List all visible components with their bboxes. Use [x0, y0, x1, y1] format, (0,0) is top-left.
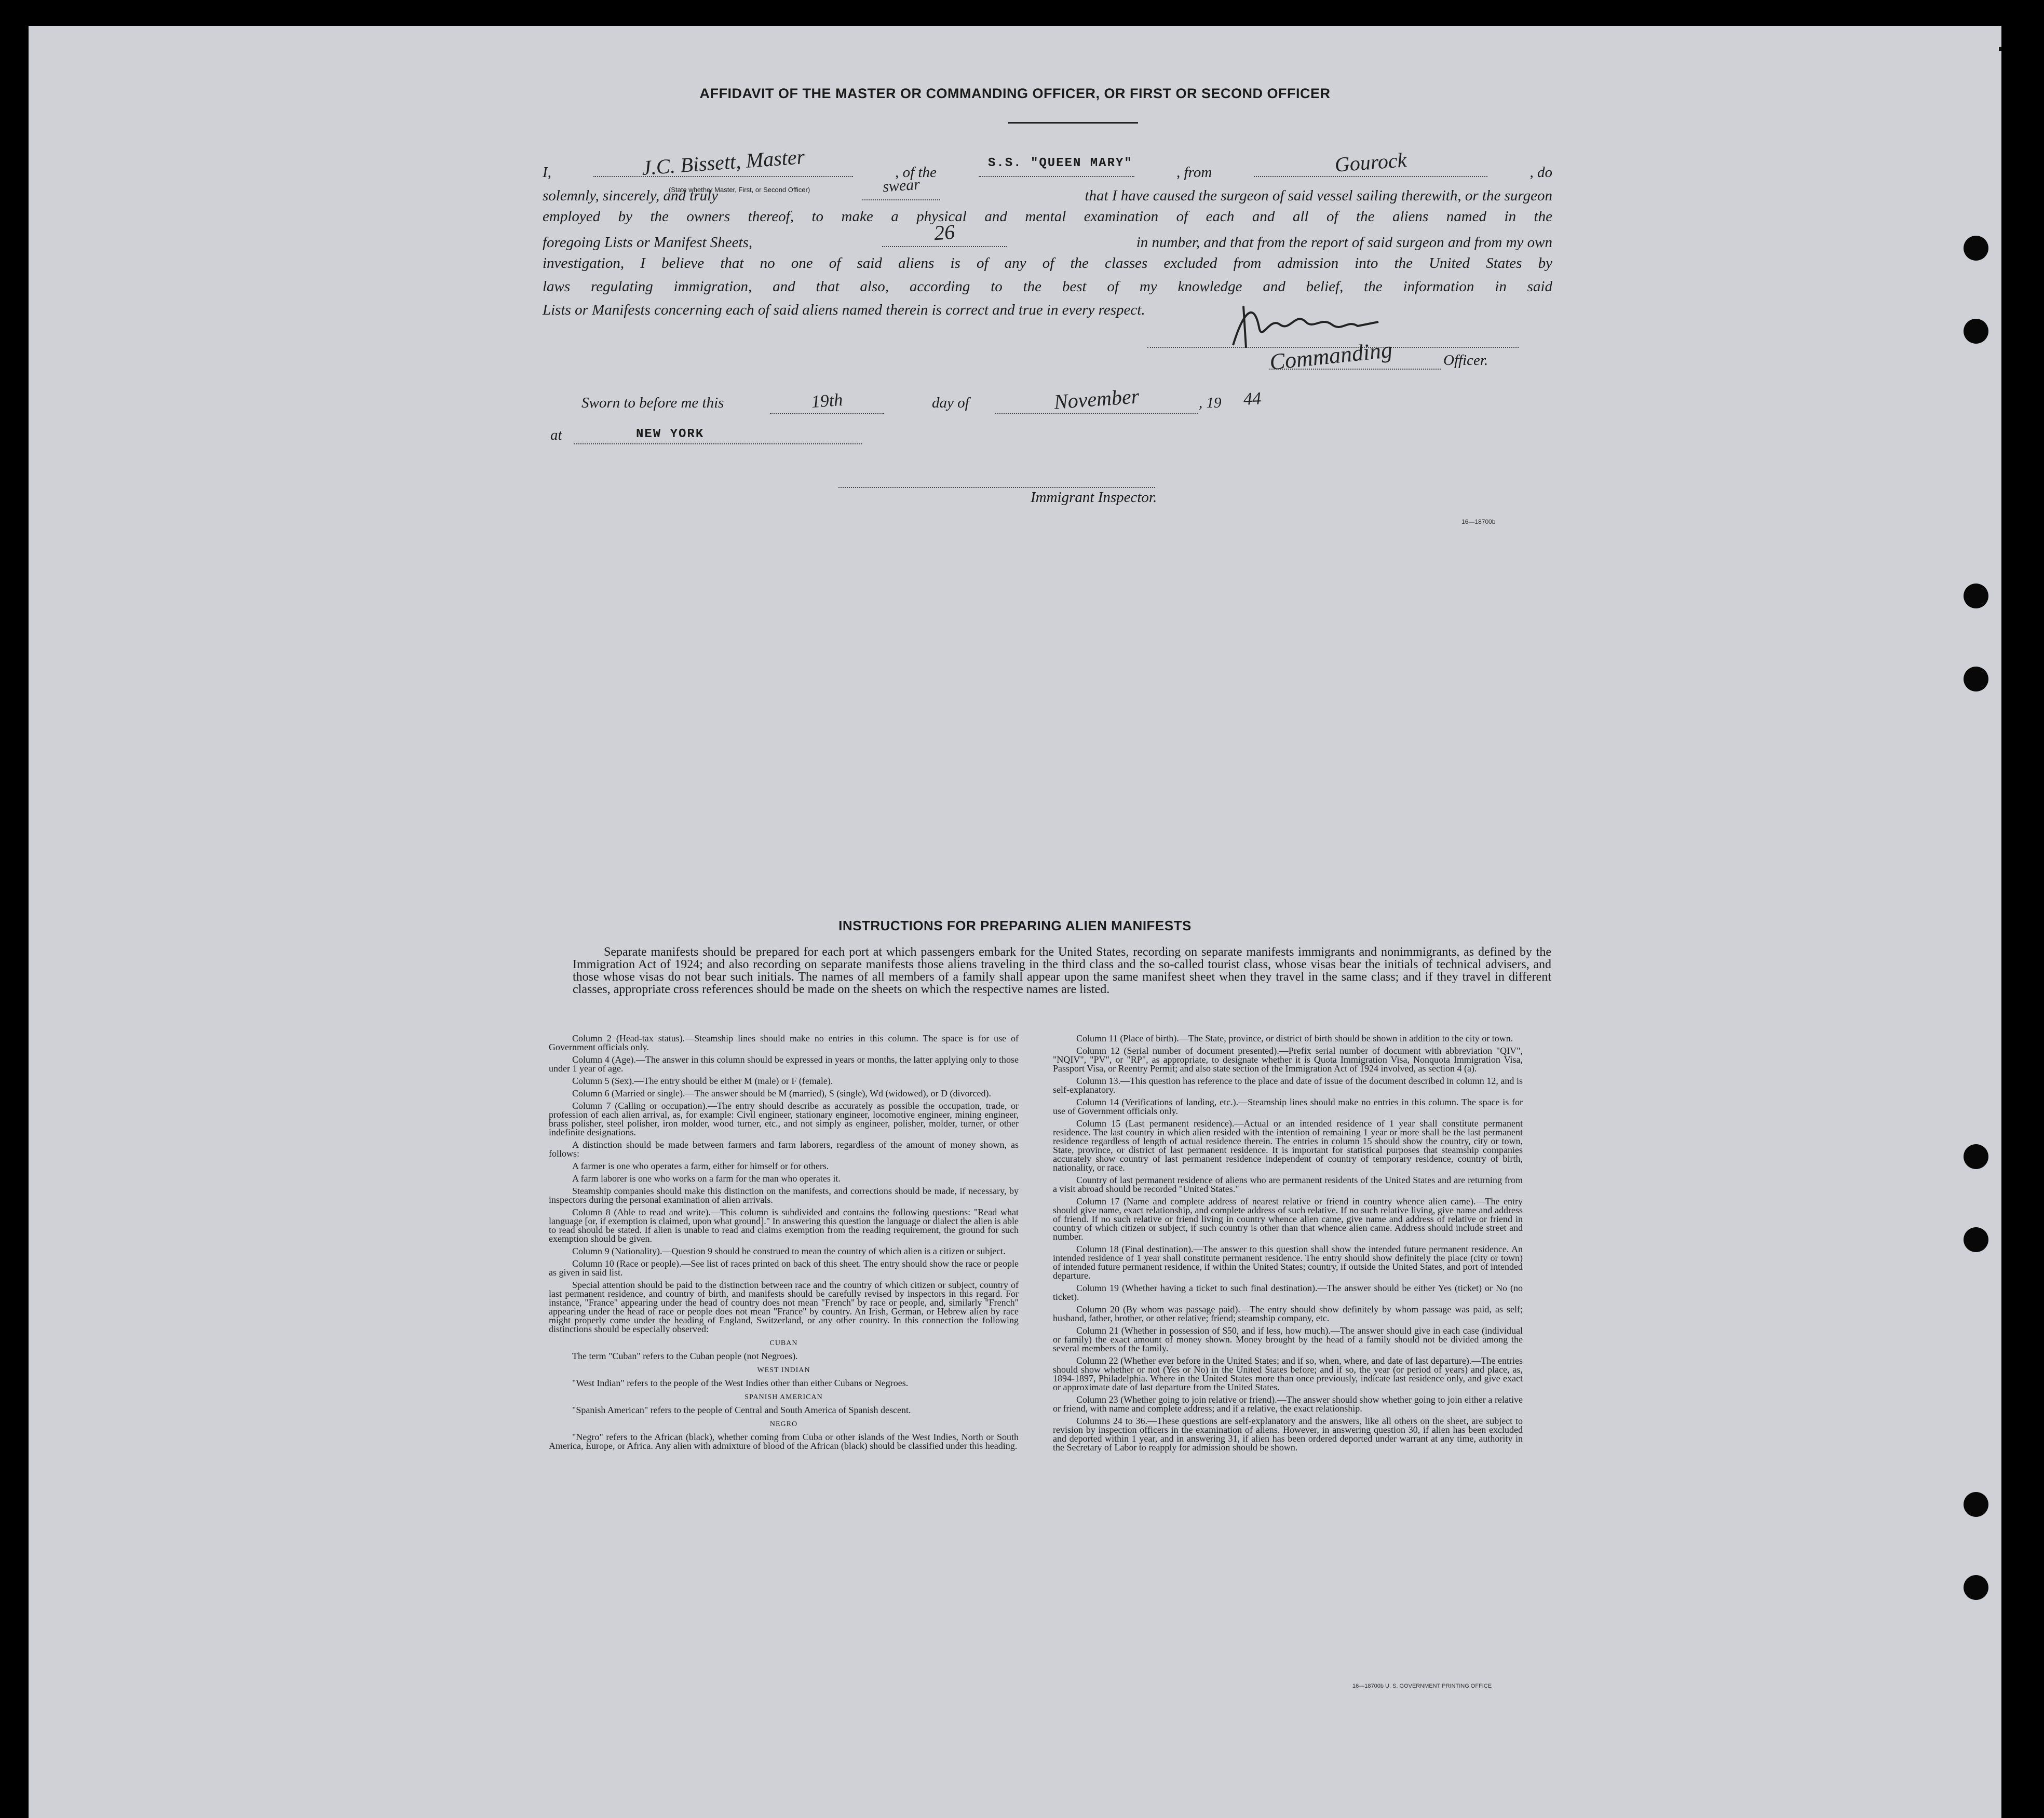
officer-title-line [1269, 369, 1441, 370]
binder-hole [1964, 667, 1988, 691]
oath-tail: that I have caused the surgeon of said vessel sailing therewith, or the surgeon [1085, 187, 1552, 204]
officer-name-field[interactable] [593, 145, 853, 194]
binder-hole [1964, 1492, 1988, 1517]
inspector-label: Immigrant Inspector. [1031, 489, 1157, 506]
instruction-paragraph: Column 20 (By whom was passage paid).—The entry should show definitely by whom passage was paid, as self; husband, father, brother, or other relative; friend; steamship company, etc. [1053, 1304, 1523, 1323]
instruction-paragraph: Column 18 (Final destination).—The answer to this question shall show the intended future permanent residence. An intended residence of 1 year shall constitute permanent residence. The entry should show definitely the place (city or town) of intended future permanent residence, if within the United States; country, if outside the United States, and port of intended departure. [1053, 1244, 1523, 1281]
instruction-paragraph: Column 19 (Whether having a ticket to such final destination).—The answer should be either Yes (ticket) or No (no ticket). [1053, 1283, 1523, 1302]
instruction-paragraph: Column 8 (Able to read and write).—This column is subdivided and contains the following questions: "Read what language [or, if exemption is claimed, upon what ground]." In answering this question the language or dialect the alien is able to read should be stated. If alien is unable to read and claims exemption from the reading requirement, the ground for such exemption should be given. [549, 1207, 1019, 1244]
affidavit-line-2 [543, 175, 1552, 205]
section-heading: NEGRO [769, 1420, 798, 1428]
title-divider [1008, 122, 1138, 124]
instructions-left-column [549, 1034, 1019, 1454]
sheet-count-handwriting: 26 [933, 220, 956, 245]
instruction-paragraph: Country of last permanent residence of aliens who are permanent residents of the United States and are returning from a visit abroad should be recorded "United States." [1053, 1175, 1523, 1194]
of-the-label: , of the [895, 164, 937, 181]
year-prefix: , 19 [1199, 395, 1222, 411]
sworn-label: Sworn to before me this [581, 395, 724, 411]
do-label: , do [1529, 164, 1552, 181]
sheet-count-field[interactable] [882, 220, 1007, 247]
affidavit-title: AFFIDAVIT OF THE MASTER OR COMMANDING OFFICER, OR FIRST OR SECOND OFFICER [699, 86, 1331, 101]
instruction-paragraph: Special attention should be paid to the distinction between race and the country of which citizen or subject, country of last permanent residence, and country of birth, and manifests should be carefully revised by inspectors in this regard. For instance, "France" appearing under the head of country does not mean "French" by race or people, and, similarly "French" appearing under the head of race or people does not mean "France" by country. An Irish, German, or Hebrew alien by race might properly come under the heading of England, Switzerland, or any other country. In this connection the following distinctions should be especially observed: [549, 1280, 1019, 1334]
from-label: , from [1176, 164, 1212, 181]
oath-lead: solemnly, sincerely, and truly [543, 187, 719, 204]
affidavit-line-3: employed by the owners thereof, to make a physical and mental examination of each and all of the aliens named in the [543, 208, 1552, 225]
instruction-paragraph: "Spanish American" refers to the people of Central and South America of Spanish descent. [572, 1405, 911, 1415]
place-name: NEW YORK [636, 427, 705, 441]
binder-hole [1964, 1227, 1988, 1252]
affidavit-line-7: Lists or Manifests concerning each of said aliens named therein is correct and true in every respect. [543, 302, 1145, 318]
instruction-paragraph: Column 4 (Age).—The answer in this column should be expressed in years or months, the latter applying only to those under 1 year of age. [549, 1054, 1019, 1074]
instruction-paragraph: A farmer is one who operates a farm, either for himself or for others. [572, 1161, 829, 1171]
instruction-paragraph: Column 17 (Name and complete address of nearest relative or friend in country whence alien came).—The entry should give name, exact relationship, and complete address of such relative. If no such relative living, give name and address of friend. If no such relative or friend living in country whence alien came, give name and address of relative or friend in country of which citizen or subject, if such country is other than that whence alien came. Address should include street and number. [1053, 1196, 1523, 1242]
at-label: at [550, 427, 562, 443]
officer-label: Officer. [1443, 352, 1488, 369]
binder-hole [1964, 1575, 1988, 1600]
affidavit-line-6: laws regulating immigration, and that also, according to the best of my knowledge and belief, the information in said [543, 278, 1552, 295]
instruction-paragraph: Column 6 (Married or single).—The answer should be M (married), S (single), Wd (widowed), or D (divorced). [572, 1088, 991, 1098]
section-heading: WEST INDIAN [757, 1366, 810, 1374]
affidavit-line-4 [543, 220, 1552, 252]
binder-hole [1964, 1144, 1988, 1169]
year-handwriting: 44 [1243, 389, 1262, 409]
manifest-page [29, 26, 2001, 1818]
instruction-paragraph: A farm laborer is one who works on a farm for the man who operates it. [572, 1173, 841, 1184]
section-heading: CUBAN [769, 1339, 798, 1347]
binder-hole [1964, 236, 1988, 261]
instruction-paragraph: Column 14 (Verifications of landing, etc.).—Steamship lines should make no entries in this column. The space is for use of Government officials only. [1053, 1097, 1523, 1116]
binder-hole [1964, 584, 1988, 608]
instruction-paragraph: Column 7 (Calling or occupation).—The entry should describe as accurately as possible the occupation, trade, or profession of each alien arrival, as, for example: Civil engineer, stationary engineer, locomotive engineer, mining engineer, brass polisher, steel polisher, iron molder, wood turner, etc., and not simply as engineer, polisher, molder, turner, or other indefinite designations. [549, 1101, 1019, 1137]
instruction-paragraph: Column 5 (Sex).—The entry should be either M (male) or F (female). [572, 1076, 833, 1086]
binder-hole [1964, 319, 1988, 344]
instruction-paragraph: Column 21 (Whether in possession of $50, and if less, how much).—The answer should give in each case (individual or family) the exact amount of money shown. Money brought by the head of a family should not be divided among the several members of the family. [1053, 1325, 1523, 1353]
day-of-label: day of [932, 395, 969, 411]
instruction-paragraph: Column 9 (Nationality).—Question 9 should be construed to mean the country of which alien is a citizen or subject. [572, 1246, 1006, 1256]
vessel-field[interactable] [979, 158, 1134, 177]
instruction-paragraph: "Negro" refers to the African (black), whether coming from Cuba or other islands of the West Indies, North or South America, Europe, or Africa. Any alien with admixture of blood of the African (black) should be classified under this heading. [549, 1432, 1019, 1451]
instruction-paragraph: Column 15 (Last permanent residence).—Actual or an intended residence of 1 year shall constitute permanent residence. The last country in which alien resided with the intention of remaining 1 year or more shall be the last permanent residence regardless of length of actual residence therein. The entries in column 15 should show the country, city or town, State, province, or district of last permanent residence. It is important for statistical purposes that steamship companies accurately show country of last permanent residence independent of country of temporary residence, country of birth, nationality, or race. [1053, 1118, 1523, 1173]
instruction-paragraph: Column 11 (Place of birth).—The State, province, or district of birth should be shown in addition to the city or town. [1076, 1033, 1513, 1043]
affidavit-body [543, 145, 1552, 335]
printing-office-footer: 16—18700b U. S. GOVERNMENT PRINTING OFFICE [1352, 1683, 1492, 1689]
oath-field[interactable] [862, 175, 940, 200]
form-number: 16—18700b [1461, 518, 1496, 525]
port-field[interactable] [1254, 148, 1487, 177]
month-handwriting: November [1053, 384, 1140, 414]
vessel-name: S.S. "QUEEN MARY" [987, 156, 1133, 170]
sheets-lead: foregoing Lists or Manifest Sheets, [543, 234, 753, 251]
month-field[interactable] [995, 384, 1198, 414]
instruction-paragraph: A distinction should be made between farmers and farm laborers, regardless of the amount of money shown, as follows: [549, 1139, 1019, 1159]
instruction-paragraph: Column 13.—This question has reference to the place and date of issue of the document described in column 12, and is self-explanatory. [1053, 1076, 1523, 1095]
oath-handwriting: swear [882, 175, 921, 196]
commanding-handwriting: Commanding [1268, 336, 1394, 375]
instruction-paragraph: Column 22 (Whether ever before in the United States; and if so, when, where, and date of last departure).—The entries should show whether or not (Yes or No) in the United States before; and if so, the year (or period of years) and place, as, 1894-1897, Philadelphia. Where in the United States more than once previously, indicate last residence only, and give exact or approximate date of last departure from the United States. [1053, 1355, 1523, 1392]
section-heading: SPANISH AMERICAN [744, 1393, 823, 1401]
instruction-paragraph: "West Indian" refers to the people of the West Indies other than either Cubans or Negroes. [572, 1378, 909, 1388]
i-label: I, [543, 164, 551, 181]
instruction-paragraph: Column 23 (Whether going to join relative or friend).—The answer should show whether going to join either a relative or friend, with name and complete address; and if a relative, the exact relationship. [1053, 1394, 1523, 1414]
officer-note: (State whether Master, First, or Second Officer) [669, 186, 810, 194]
officer-name-handwriting: J.C. Bissett, Master [641, 145, 806, 180]
instruction-paragraph: The term "Cuban" refers to the Cuban people (not Negroes). [572, 1351, 798, 1361]
instruction-paragraph: Column 10 (Race or people).—See list of races printed on back of this sheet. The entry should show the race or people as given in said list. [549, 1258, 1019, 1278]
corner-mark [1999, 47, 2001, 51]
instruction-paragraph: Columns 24 to 36.—These questions are self-explanatory and the answers, like all others on the sheet, are subject to revision by inspection officers in the examination of aliens. However, in answering question 30, if alien has been excluded and deported within 1 year, and in answering 31, if alien has been ordered deported under warrant at any time, authority in the Secretary of Labor to reapply for admission should be shown. [1053, 1416, 1523, 1453]
instructions-right-column [1053, 1034, 1523, 1456]
instruction-paragraph: Steamship companies should make this distinction on the manifests, and corrections should be made, if necessary, by inspectors during the personal examination of alien arrivals. [549, 1186, 1019, 1205]
day-field[interactable] [770, 390, 884, 414]
inspector-signature-line [838, 487, 1155, 488]
instructions-title: INSTRUCTIONS FOR PREPARING ALIEN MANIFESTS [838, 918, 1192, 933]
instruction-paragraph: Column 2 (Head-tax status).—Steamship lines should make no entries in this column. The space is for use of Government officials only. [549, 1033, 1019, 1052]
sheets-tail: in number, and that from the report of said surgeon and from my own [1136, 234, 1552, 251]
affidavit-line-5: investigation, I believe that no one of said aliens is of any of the classes excluded from admission into the United States by [543, 255, 1552, 272]
port-handwriting: Gourock [1334, 148, 1408, 177]
instruction-paragraph: Column 12 (Serial number of document presented).—Prefix serial number of document with abbreviation "QIV", "NQIV", "PV", or "RP", as appropriate, to designate whether it is Quota Immigration Visa, Nonquota Immigration Visa, Passport Visa, or Reentry Permit; and also state section of the Immigration Act of 1924 involved, as section 4 (a). [1053, 1046, 1523, 1074]
instructions-intro: Separate manifests should be prepared for each port at which passengers embark for the United States, recording on separate manifests immigrants and nonimmigrants, as defined by the Immigration Act of 1924; and also recording on separate manifests those aliens traveling in the third class and the so-called tourist class, whose visas bear the initials of technical advisers, and those whose visas do not bear such initials. The names of all members of a family shall appear upon the same manifest sheet when they travel in the same class; and if they travel in different classes, appropriate cross references should be made on the sheets on which the respective names are listed. [573, 945, 1551, 996]
place-field[interactable] [574, 426, 862, 444]
day-handwriting: 19th [810, 390, 844, 412]
